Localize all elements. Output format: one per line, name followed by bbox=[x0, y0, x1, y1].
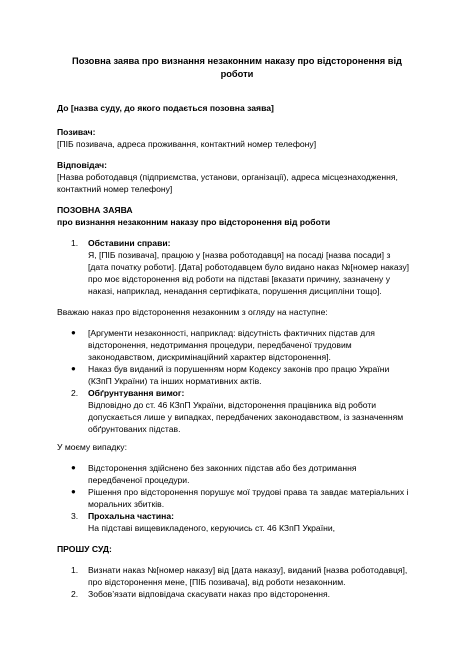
list-item-line: Відсторонення здійснено без законних підстав або без дотримання bbox=[88, 463, 357, 473]
defendant-label: Відповідач: bbox=[57, 160, 108, 170]
defendant-details-line1: [Назва роботодавця (підприємства, установи, організації), адреса місцезнаходження, bbox=[57, 172, 398, 182]
bullet-icon: ● bbox=[71, 364, 76, 373]
court-addressee: До [назва суду, до якого подається позовна заява] bbox=[57, 103, 274, 113]
consider-paragraph: Вважаю наказ про відсторонення незаконним з огляду на наступне: bbox=[57, 307, 328, 317]
document-title-line2: роботи bbox=[220, 69, 254, 79]
section-text-line: наказі, наприклад, ненадання сертифіката, порушення дисципліни тощо]. bbox=[88, 286, 382, 296]
section-number: 2. bbox=[71, 388, 79, 398]
list-item-line: [Аргументи незаконності, наприклад: відсутність фактичних підстав для bbox=[88, 328, 375, 338]
request-number: 1. bbox=[71, 565, 79, 575]
list-item-line: передбаченої процедури. bbox=[88, 475, 190, 485]
plaintiff-details: [ПІБ позивача, адреса проживання, контактний номер телефону] bbox=[57, 139, 317, 149]
claim-heading: ПОЗОВНА ЗАЯВА bbox=[57, 205, 133, 215]
section-text-line: допускається лише у випадках, передбачених законодавством, із зазначенням bbox=[88, 412, 404, 422]
section-text-line: [дата початку роботи]. [Дата] роботодавцем було видано наказ №[номер наказу] bbox=[88, 262, 410, 272]
bullet-icon: ● bbox=[71, 463, 76, 472]
section-number: 1. bbox=[71, 238, 79, 248]
request-line: про відсторонення мене, [ПІБ позивача], від роботи незаконним. bbox=[88, 577, 346, 587]
section-text-line: Відповідно до ст. 46 КЗпП України, відсторонення працівника від роботи bbox=[88, 400, 377, 410]
request-number: 2. bbox=[71, 589, 79, 599]
bullet-icon: ● bbox=[71, 328, 76, 337]
list-item-line: моральних збитків. bbox=[88, 499, 165, 509]
document-title-line1: Позовна заява про визнання незаконним наказу про відсторонення від bbox=[72, 56, 402, 66]
section-number: 3. bbox=[71, 511, 79, 521]
section-label-request: Прохальна частина: bbox=[88, 511, 174, 521]
section-text-line: На підставі вищевикладеного, керуючись ст. 46 КЗпП України, bbox=[88, 523, 336, 533]
section-text-line: про моє відсторонення від роботи на підставі [вказати причину, зазначену у bbox=[88, 274, 391, 284]
defendant-details-line2: контактний номер телефону] bbox=[57, 184, 173, 194]
list-item-line: відсторонення, недотримання процедури, передбаченої трудовим bbox=[88, 340, 352, 350]
list-item-line: (КЗпП України) та інших нормативних актів. bbox=[88, 376, 262, 386]
request-line: Визнати наказ №[номер наказу] від [дата наказу], виданий [назва роботодавця], bbox=[88, 565, 408, 575]
request-heading: ПРОШУ СУД: bbox=[57, 544, 112, 554]
request-line: Зобов’язати відповідача скасувати наказ про відсторонення. bbox=[88, 589, 331, 599]
claim-subheading: про визнання незаконним наказу про відсторонення від роботи bbox=[57, 217, 331, 227]
section-label-circumstances: Обставини справи: bbox=[88, 238, 171, 248]
list-item-line: законодавством, дискримінаційний характер відсторонення]. bbox=[88, 352, 331, 362]
in-my-case-paragraph: У моєму випадку: bbox=[57, 442, 127, 452]
list-item-line: Наказ був виданий із порушенням норм Кодексу законів про працю України bbox=[88, 364, 390, 374]
bullet-icon: ● bbox=[71, 487, 76, 496]
section-text-line: обґрунтованих підстав. bbox=[88, 424, 181, 434]
section-label-grounds: Обґрунтування вимог: bbox=[88, 388, 185, 398]
plaintiff-label: Позивач: bbox=[57, 127, 96, 137]
list-item-line: Рішення про відсторонення порушує мої трудові права та завдає матеріальних і bbox=[88, 487, 409, 497]
section-text-line: Я, [ПІБ позивача], працюю у [назва роботодавця] на посаді [назва посади] з bbox=[88, 250, 391, 260]
